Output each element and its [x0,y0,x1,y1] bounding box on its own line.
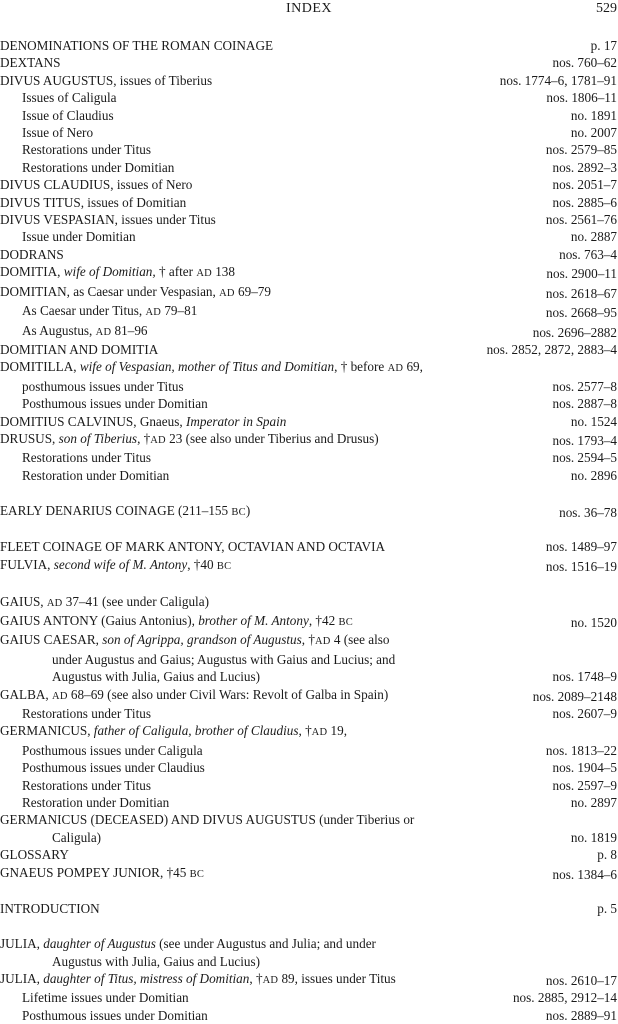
small-caps-text: BC [216,560,232,572]
entry-text: , † before [334,359,388,375]
entry-text: Issue of Claudius [22,107,114,123]
entry-continuation-line [0,651,395,668]
entry-references: nos. 1748–9 [552,669,617,685]
entry-line [22,378,184,395]
entry-text: Restorations under Domitian [22,159,175,175]
entry-references: nos. 1904–5 [552,760,617,776]
entry-text: Posthumous issues under Claudius [22,760,205,776]
entry-text: 81–96 [111,322,148,338]
entry-heading [0,430,379,449]
italic-text: son of Agrippa, grandson of Augustus [102,632,302,648]
entry-references: nos. 1806–11 [546,90,617,106]
entry-text: INTRODUCTION [0,901,100,917]
entry-line [22,794,169,811]
entry-references: no. 1524 [570,413,617,429]
index-subentry [0,378,617,395]
entry-heading [0,246,64,263]
entry-references: nos. 1489–97 [545,539,617,555]
entry-heading [0,1007,208,1024]
entry-text: 69–79 [234,283,271,299]
index-entry [0,72,617,89]
entry-heading [0,593,209,612]
entry-heading [0,935,376,970]
entry-text: Issue under Domitian [22,229,136,245]
entry-text: EARLY DENARIUS COINAGE (211–155 [0,502,232,518]
entry-text: GAIUS CAESAR, [0,632,103,648]
entry-references: p. 5 [597,901,617,917]
entry-text: Posthumous issues under Caligula [22,742,203,758]
entry-line [22,759,205,776]
entry-text: DENOMINATIONS OF THE ROMAN COINAGE [0,38,274,53]
italic-text: daughter of Titus, mistress of Domitian [43,971,250,987]
small-caps-text: AD [95,326,112,338]
index-subentry [0,467,617,484]
italic-text: wife of Vespasian, mother of Titus and Domitian [79,359,335,375]
index-entry [0,413,617,430]
entry-references: no. 2897 [570,795,617,811]
entry-text: DIVUS AUGUSTUS, issues of Tiberius [0,72,213,88]
index-entry [0,283,617,302]
entry-references: nos. 2577–8 [552,378,617,394]
entry-heading [0,900,100,917]
index-subentry [0,302,617,321]
entry-text: 19, [327,723,348,739]
entry-text: 69, [403,359,423,375]
italic-text: wife of Domitian, [63,264,156,280]
index-subentry [0,777,617,794]
entry-text: 4 (see also [330,632,390,648]
index-entry [0,176,617,193]
entry-heading [0,263,235,282]
italic-text: daughter of Augustus [43,936,156,952]
entry-heading [0,54,60,71]
entry-heading [0,722,347,741]
entry-heading [0,283,271,302]
entry-heading [0,211,216,228]
entry-heading [0,538,385,555]
entry-line [22,322,148,341]
entry-references: nos. 2885, 2912–14 [512,990,617,1006]
entry-text: DRUSUS, [0,430,59,446]
index-entry [0,722,617,741]
entry-heading [0,846,69,863]
entry-line [22,467,169,484]
entry-heading [0,341,158,358]
entry-heading [0,811,414,846]
entry-references: nos. 1516–19 [545,558,617,574]
entry-text: posthumous issues under Titus [22,378,184,394]
entry-heading [0,89,117,106]
entry-references: no. 2887 [570,229,617,245]
index-entry [0,502,617,521]
entry-references: nos. 2668–95 [545,305,617,321]
entry-references: nos. 2696–2882 [532,324,617,340]
entry-text: Restorations under Titus [22,705,151,721]
entry-text: DEXTANS [0,55,61,71]
entry-text: As Caesar under Titus, [22,303,146,319]
small-caps-text: AD [46,597,63,609]
entry-text: DIVUS CLAUDIUS, issues of Nero [0,177,193,193]
entry-heading [0,449,151,466]
entry-text: DOMITIAN AND DOMITIA [0,341,159,357]
index-entry [0,631,617,685]
entry-line [0,502,250,521]
entry-references: p. 8 [597,847,617,863]
entry-references: no. 1520 [570,614,617,630]
index-entry [0,846,617,863]
index-subentry [0,141,617,158]
entry-references: nos. 763–4 [559,246,617,262]
entry-references: nos. 2089–2148 [532,688,617,704]
entry-references: nos. 2852, 2872, 2883–4 [486,341,617,357]
small-caps-text: BC [189,868,205,880]
index-entry [0,37,617,54]
index-entry [0,612,617,631]
entry-text: , † [298,723,312,739]
entry-text: DOMITIUS CALVINUS, Gnaeus, [0,413,186,429]
entry-heading [0,989,189,1006]
section-gap [0,484,617,501]
index-subentry [0,322,617,341]
entry-heading [0,322,148,341]
section-gap [0,883,617,900]
entry-text: JULIA, [0,971,44,987]
entry-line [0,283,271,302]
entry-text: , †40 [187,556,217,572]
entry-text: Posthumous issues under Domitian [22,396,208,412]
small-caps-text: AD [314,636,331,648]
index-subentry [0,989,617,1006]
italic-text: son of Tiberius [58,430,138,446]
index-subentry [0,107,617,124]
entry-line [0,413,286,430]
entry-heading [0,794,169,811]
entry-line [0,612,353,631]
entry-text: 138 [211,264,235,280]
index-subentry [0,705,617,722]
index-subentry [0,124,617,141]
entry-text: 23 (see also under Tiberius and Drusus) [165,430,379,446]
entry-references: nos. 2561–76 [545,212,617,228]
entry-text: Posthumous issues under Domitian [22,1007,208,1023]
entry-references: nos. 2892–3 [552,159,617,175]
entry-text: Restorations under Titus [22,450,151,466]
italic-text: Imperator in Spain [185,413,287,429]
entry-continuation-line [0,668,395,685]
entry-line [0,358,423,377]
entry-text: , † [301,632,315,648]
entry-heading [0,705,151,722]
entry-text: FLEET COINAGE OF MARK ANTONY, OCTAVIAN AND OCTAVIA [0,539,385,555]
section-gap [0,918,617,935]
entry-text: GERMANICUS (DECEASED) AND DIVUS AUGUSTUS (under Tiberius or [0,812,415,828]
small-caps-text: AD [145,307,162,319]
entry-heading [0,107,114,124]
entry-heading [0,72,212,89]
entry-line [0,935,376,952]
entry-text: GLOSSARY [0,847,69,863]
entry-text: DIVUS VESPASIAN, issues under Titus [0,212,216,228]
entry-references: nos. 2607–9 [552,705,617,721]
entry-line [0,37,273,54]
small-caps-text: AD [150,434,166,446]
index-entry [0,556,617,575]
entry-line [0,722,347,741]
entry-line [22,989,189,1006]
entry-heading [0,612,353,631]
entry-heading [0,759,205,776]
entry-text: Lifetime issues under Domitian [22,990,189,1006]
entry-references: nos. 2597–9 [552,777,617,793]
entry-text: Restoration under Domitian [22,795,170,811]
index-subentry [0,1007,617,1024]
entry-text: , †42 [308,612,339,628]
index-entry [0,811,617,846]
entry-text: GAIUS, [0,593,47,609]
entry-line [0,900,100,917]
entry-text: under Augustus and Gaius; Augustus with Gaius and Lucius; and [52,651,396,667]
index-subentry [0,742,617,759]
italic-text: father of Caligula, brother of Claudius [93,723,299,739]
entry-line [0,631,395,650]
entry-references: nos. 1774–6, 1781–91 [499,72,617,88]
entry-heading [0,194,186,211]
entry-text: DOMITIAN, as Caesar under Vespasian, [0,283,220,299]
entry-heading [0,556,231,575]
entry-text: Augustus with Julia, Gaius and Lucius) [52,669,261,685]
section-gap [0,521,617,538]
entry-text: As Augustus, [22,322,96,338]
entry-line [0,538,385,555]
entry-line [22,705,151,722]
entry-line [22,777,151,794]
entry-heading [0,37,273,54]
entry-heading [0,864,204,883]
entry-line [0,211,216,228]
small-caps-text: BC [231,506,246,518]
entry-text: DOMITILLA, [0,359,80,375]
index-entry [0,970,617,989]
entry-text: GERMANICUS, [0,723,94,739]
index-subentry [0,228,617,245]
small-caps-text: AD [52,690,68,702]
entry-line [0,593,209,612]
entry-line [0,846,69,863]
entry-references: nos. 1793–4 [552,432,617,448]
entry-line [0,864,204,883]
entry-references: no. 1819 [570,829,617,845]
index-subentry [0,395,617,412]
index-entry [0,211,617,228]
entry-heading [0,502,250,521]
entry-heading [0,302,197,321]
entry-heading [0,631,395,685]
entry-references: nos. 1813–22 [545,742,617,758]
entry-text: DIVUS TITUS, issues of Domitian [0,194,187,210]
entry-line [0,54,60,71]
entry-text: 68–69 (see also under Civil Wars: Revolt of Galba in Spain) [67,686,389,702]
entry-line [22,124,93,141]
index-subentry [0,89,617,106]
entry-heading [0,124,93,141]
entry-line [0,430,379,449]
small-caps-text: AD [311,727,328,739]
italic-text: second wife of M. Antony [53,556,188,572]
entry-line [22,302,197,321]
entry-text: Caligula) [52,829,102,845]
entry-heading [0,970,396,989]
entry-references: nos. 36–78 [559,504,617,520]
entry-heading [0,141,151,158]
entry-line [22,159,174,176]
entry-line [22,141,151,158]
index-entry [0,54,617,71]
entry-line [0,970,396,989]
entry-text: Restorations under Titus [22,777,151,793]
index-subentry [0,759,617,776]
entry-references: nos. 2610–17 [545,973,617,989]
index-entry [0,263,617,282]
entry-text: DOMITIA, [0,264,64,280]
entry-heading [0,467,169,484]
entry-text: JULIA, [0,936,44,952]
index-subentry [0,794,617,811]
entry-line [0,194,186,211]
small-caps-text: AD [196,268,212,280]
entry-text: † after [155,264,197,280]
entry-references: nos. 1384–6 [552,866,617,882]
index-list [0,37,617,1024]
index-entry [0,864,617,883]
small-caps-text: AD [387,363,404,375]
entry-text: DODRANS [0,246,64,262]
entry-heading [0,686,388,705]
entry-references: no. 1891 [570,107,617,123]
small-caps-text: BC [338,616,353,628]
index-entry [0,430,617,449]
entry-heading [0,777,151,794]
entry-continuation-line [0,953,376,970]
index-entry [0,358,617,377]
entry-heading [0,159,174,176]
entry-line [0,811,414,828]
index-entry [0,246,617,263]
entry-references: nos. 2887–8 [552,396,617,412]
section-gap [0,575,617,592]
italic-text: brother of M. Antony [198,612,309,628]
entry-heading [0,378,184,395]
entry-line [0,341,158,358]
entry-line [0,686,388,705]
index-entry [0,593,617,612]
small-caps-text: AD [219,287,235,299]
entry-line [22,395,208,412]
entry-text: FULVIA, [0,556,54,572]
entry-text: (see under Augustus and Julia; and under [155,936,376,952]
running-title: INDEX [285,1,333,16]
entry-line [22,107,114,124]
entry-line [0,263,235,282]
entry-references: nos. 2889–91 [545,1007,617,1023]
entry-heading [0,742,203,759]
index-entry [0,538,617,555]
entry-references: nos. 2579–85 [545,142,617,158]
entry-references: nos. 760–62 [552,55,617,71]
entry-heading [0,395,208,412]
entry-heading [0,228,136,245]
entry-text: GAIUS ANTONY (Gaius Antonius), [0,612,199,628]
small-caps-text: AD [262,975,279,987]
entry-line [22,449,151,466]
entry-line [22,89,117,106]
entry-text: 37–41 (see under Caligula) [62,593,209,609]
entry-text: , † [137,430,151,446]
entry-continuation-line [0,829,414,846]
entry-heading [0,358,423,377]
entry-line [0,72,212,89]
entry-heading [0,413,286,430]
entry-references: nos. 2885–6 [552,194,617,210]
index-subentry [0,449,617,466]
entry-heading [0,176,192,193]
entry-text: Restoration under Domitian [22,467,170,483]
entry-references: no. 2896 [570,467,617,483]
entry-references: nos. 2618–67 [545,285,617,301]
index-entry [0,341,617,358]
entry-line [0,246,64,263]
page-number: 529 [596,1,617,16]
entry-text: Issues of Caligula [22,90,117,106]
entry-references: no. 2007 [570,125,617,141]
index-subentry [0,159,617,176]
running-header [0,0,618,20]
index-entry [0,900,617,917]
entry-text: ) [245,502,251,518]
entry-line [22,228,136,245]
index-entry [0,686,617,705]
entry-line [0,556,231,575]
index-entry [0,935,617,970]
entry-text: 79–81 [161,303,198,319]
entry-line [0,176,192,193]
entry-text: Issue of Nero [22,125,94,141]
entry-text: Augustus with Julia, Gaius and Lucius) [52,953,261,969]
entry-references: nos. 2051–7 [552,177,617,193]
entry-text: GNAEUS POMPEY JUNIOR, †45 [0,864,190,880]
entry-text: , † [249,971,263,987]
entry-text: GALBA, [0,686,53,702]
entry-text: 89, issues under Titus [278,971,396,987]
entry-references: nos. 2594–5 [552,450,617,466]
index-entry [0,194,617,211]
entry-references: nos. 2900–11 [546,266,617,282]
entry-line [22,742,203,759]
entry-line [22,1007,208,1024]
entry-text: Restorations under Titus [22,142,151,158]
entry-references: p. 17 [590,38,617,53]
